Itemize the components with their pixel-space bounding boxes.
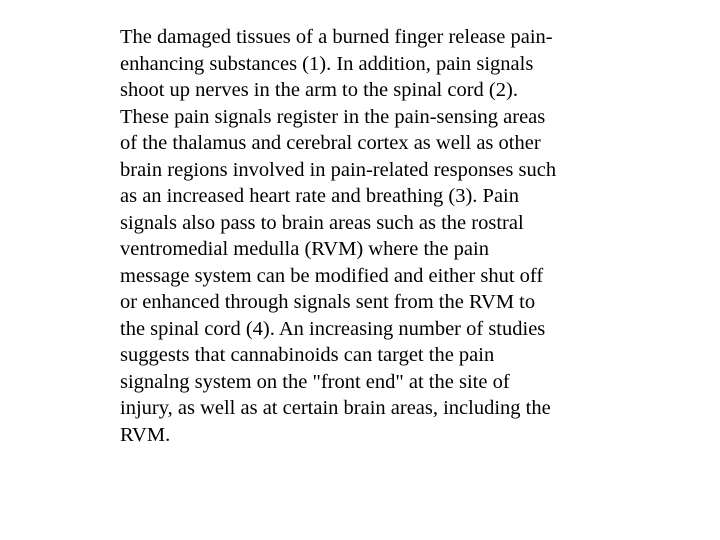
paragraph-line: RVM.: [120, 423, 171, 446]
paragraph-line: signalng system on the "front end" at the site of: [120, 370, 510, 393]
paragraph-line: These pain signals register in the pain-sensing areas: [120, 105, 546, 128]
paragraph-line: or enhanced through signals sent from the RVM to: [120, 291, 536, 313]
paragraph-line: The damaged tissues of a burned finger release pain-: [120, 26, 553, 48]
paragraph-line: signals also pass to brain areas such as the rostral: [120, 211, 524, 234]
paragraph-line: message system can be modified and either shut off: [120, 264, 544, 287]
paragraph-line: suggests that cannabinoids can target the pain: [120, 344, 495, 366]
paragraph-line: shoot up nerves in the arm to the spinal cord (2).: [120, 79, 518, 101]
paragraph-line: as an increased heart rate and breathing (3). Pain: [120, 185, 519, 207]
paragraph-line: brain regions involved in pain-related responses such: [120, 158, 557, 181]
paragraph-line: of the thalamus and cerebral cortex as well as other: [120, 132, 541, 154]
paragraph-line: ventromedial medulla (RVM) where the pain: [120, 238, 489, 260]
paragraph-line: injury, as well as at certain brain areas, including the: [120, 397, 551, 419]
paragraph-line: the spinal cord (4). An increasing number of studies: [120, 317, 546, 340]
body-paragraph: [120, 24, 640, 448]
paragraph-line: enhancing substances (1). In addition, pain signals: [120, 52, 534, 75]
